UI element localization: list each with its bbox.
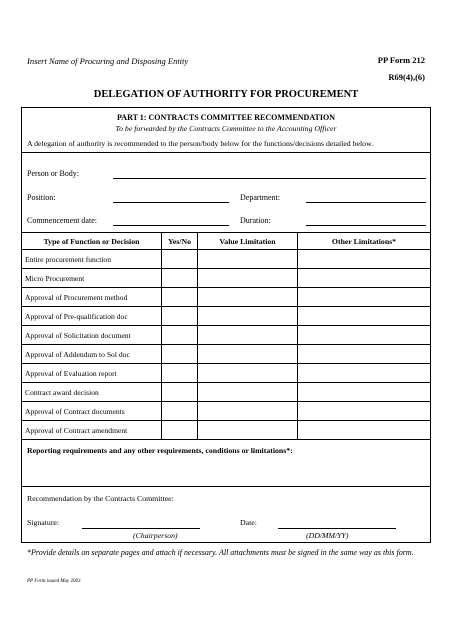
recommendation-label: Recommendation by the Contracts Committee: (27, 494, 174, 503)
duration-label: Duration: (240, 216, 271, 225)
value-limitation-cell[interactable] (198, 326, 298, 345)
yes-no-cell[interactable] (162, 307, 198, 326)
table-row (22, 421, 431, 440)
commencement-field[interactable] (113, 225, 229, 226)
value-limitation-cell[interactable] (198, 421, 298, 440)
person-label: Person or Body: (27, 169, 79, 178)
table-row (22, 364, 431, 383)
value-limitation-cell[interactable] (198, 269, 298, 288)
function-name: Approval of Contract amendment (22, 421, 162, 440)
other-limitations-cell[interactable] (298, 421, 431, 440)
yes-no-cell[interactable] (162, 345, 198, 364)
col-header-yes-no: Yes/No (162, 233, 198, 250)
function-name: Contract award decision (22, 383, 162, 402)
table-row (22, 307, 431, 326)
table-row (22, 402, 431, 421)
position-field[interactable] (113, 202, 229, 203)
value-limitation-cell[interactable] (198, 402, 298, 421)
function-name: Approval of Pre-qualification doc (22, 307, 162, 326)
department-field[interactable] (306, 202, 426, 203)
form-title: DELEGATION OF AUTHORITY FOR PROCUREMENT (93, 89, 359, 100)
function-name: Approval of Evaluation report (22, 364, 162, 383)
value-limitation-cell[interactable] (198, 345, 298, 364)
form-number: PP Form 212 (377, 55, 425, 65)
commencement-label: Commencement date: (27, 216, 97, 225)
other-limitations-cell[interactable] (298, 288, 431, 307)
signature-field[interactable] (82, 528, 200, 529)
department-label: Department: (240, 193, 280, 202)
delegation-table (21, 232, 431, 440)
date-label: Date: (240, 518, 257, 527)
other-limitations-cell[interactable] (298, 307, 431, 326)
form-issue-footer: PP Form issued May 2003 (27, 579, 81, 584)
part1-subheading: To be forwarded by the Contracts Committee to the Accounting Officer (115, 124, 337, 133)
value-limitation-cell[interactable] (198, 250, 298, 269)
yes-no-cell[interactable] (162, 326, 198, 345)
other-limitations-cell[interactable] (298, 402, 431, 421)
other-limitations-cell[interactable] (298, 364, 431, 383)
yes-no-cell[interactable] (162, 364, 198, 383)
value-limitation-cell[interactable] (198, 307, 298, 326)
part1-intro: A delegation of authority is recommended to the person/body below for the functions/decisions detailed below. (27, 139, 374, 148)
part1-heading: PART 1: CONTRACTS COMMITTEE RECOMMENDATION (117, 113, 335, 122)
function-name: Approval of Addendum to Sol doc (22, 345, 162, 364)
date-format-caption: (DD/MM/YY) (306, 531, 349, 540)
divider (21, 486, 431, 487)
divider (21, 152, 431, 153)
other-limitations-cell[interactable] (298, 269, 431, 288)
other-limitations-cell[interactable] (298, 345, 431, 364)
yes-no-cell[interactable] (162, 402, 198, 421)
yes-no-cell[interactable] (162, 269, 198, 288)
yes-no-cell[interactable] (162, 250, 198, 269)
value-limitation-cell[interactable] (198, 383, 298, 402)
signature-label: Signature: (27, 518, 60, 527)
col-header-other-limitations: Other Limitations* (298, 233, 431, 250)
value-limitation-cell[interactable] (198, 288, 298, 307)
table-row (22, 269, 431, 288)
person-field[interactable] (113, 178, 426, 179)
table-row (22, 250, 431, 269)
col-header-function: Type of Function or Decision (22, 233, 162, 250)
regulation-reference: R69(4),(6) (388, 72, 425, 82)
table-row (22, 383, 431, 402)
chairperson-caption: (Chairperson) (133, 531, 178, 540)
other-limitations-cell[interactable] (298, 326, 431, 345)
col-header-value-limitation: Value Limitation (198, 233, 298, 250)
function-name: Micro Procurement (22, 269, 162, 288)
position-label: Position: (27, 193, 56, 202)
table-header-row (22, 233, 431, 250)
duration-field[interactable] (306, 225, 426, 226)
function-name: Entire procurement function (22, 250, 162, 269)
table-row (22, 326, 431, 345)
yes-no-cell[interactable] (162, 383, 198, 402)
other-limitations-cell[interactable] (298, 250, 431, 269)
function-name: Approval of Procurement method (22, 288, 162, 307)
function-name: Approval of Solicitation document (22, 326, 162, 345)
footnote: *Provide details on separate pages and attach if necessary. All attachments must be signed in the same way as this form. (27, 548, 414, 557)
table-row (22, 288, 431, 307)
other-limitations-cell[interactable] (298, 383, 431, 402)
value-limitation-cell[interactable] (198, 364, 298, 383)
reporting-requirements-label: Reporting requirements and any other requirements, conditions or limitations*: (27, 446, 293, 455)
function-name: Approval of Contract documents (22, 402, 162, 421)
yes-no-cell[interactable] (162, 421, 198, 440)
entity-name-placeholder: Insert Name of Procuring and Disposing Entity (27, 56, 189, 66)
date-field[interactable] (278, 528, 396, 529)
table-row (22, 345, 431, 364)
yes-no-cell[interactable] (162, 288, 198, 307)
